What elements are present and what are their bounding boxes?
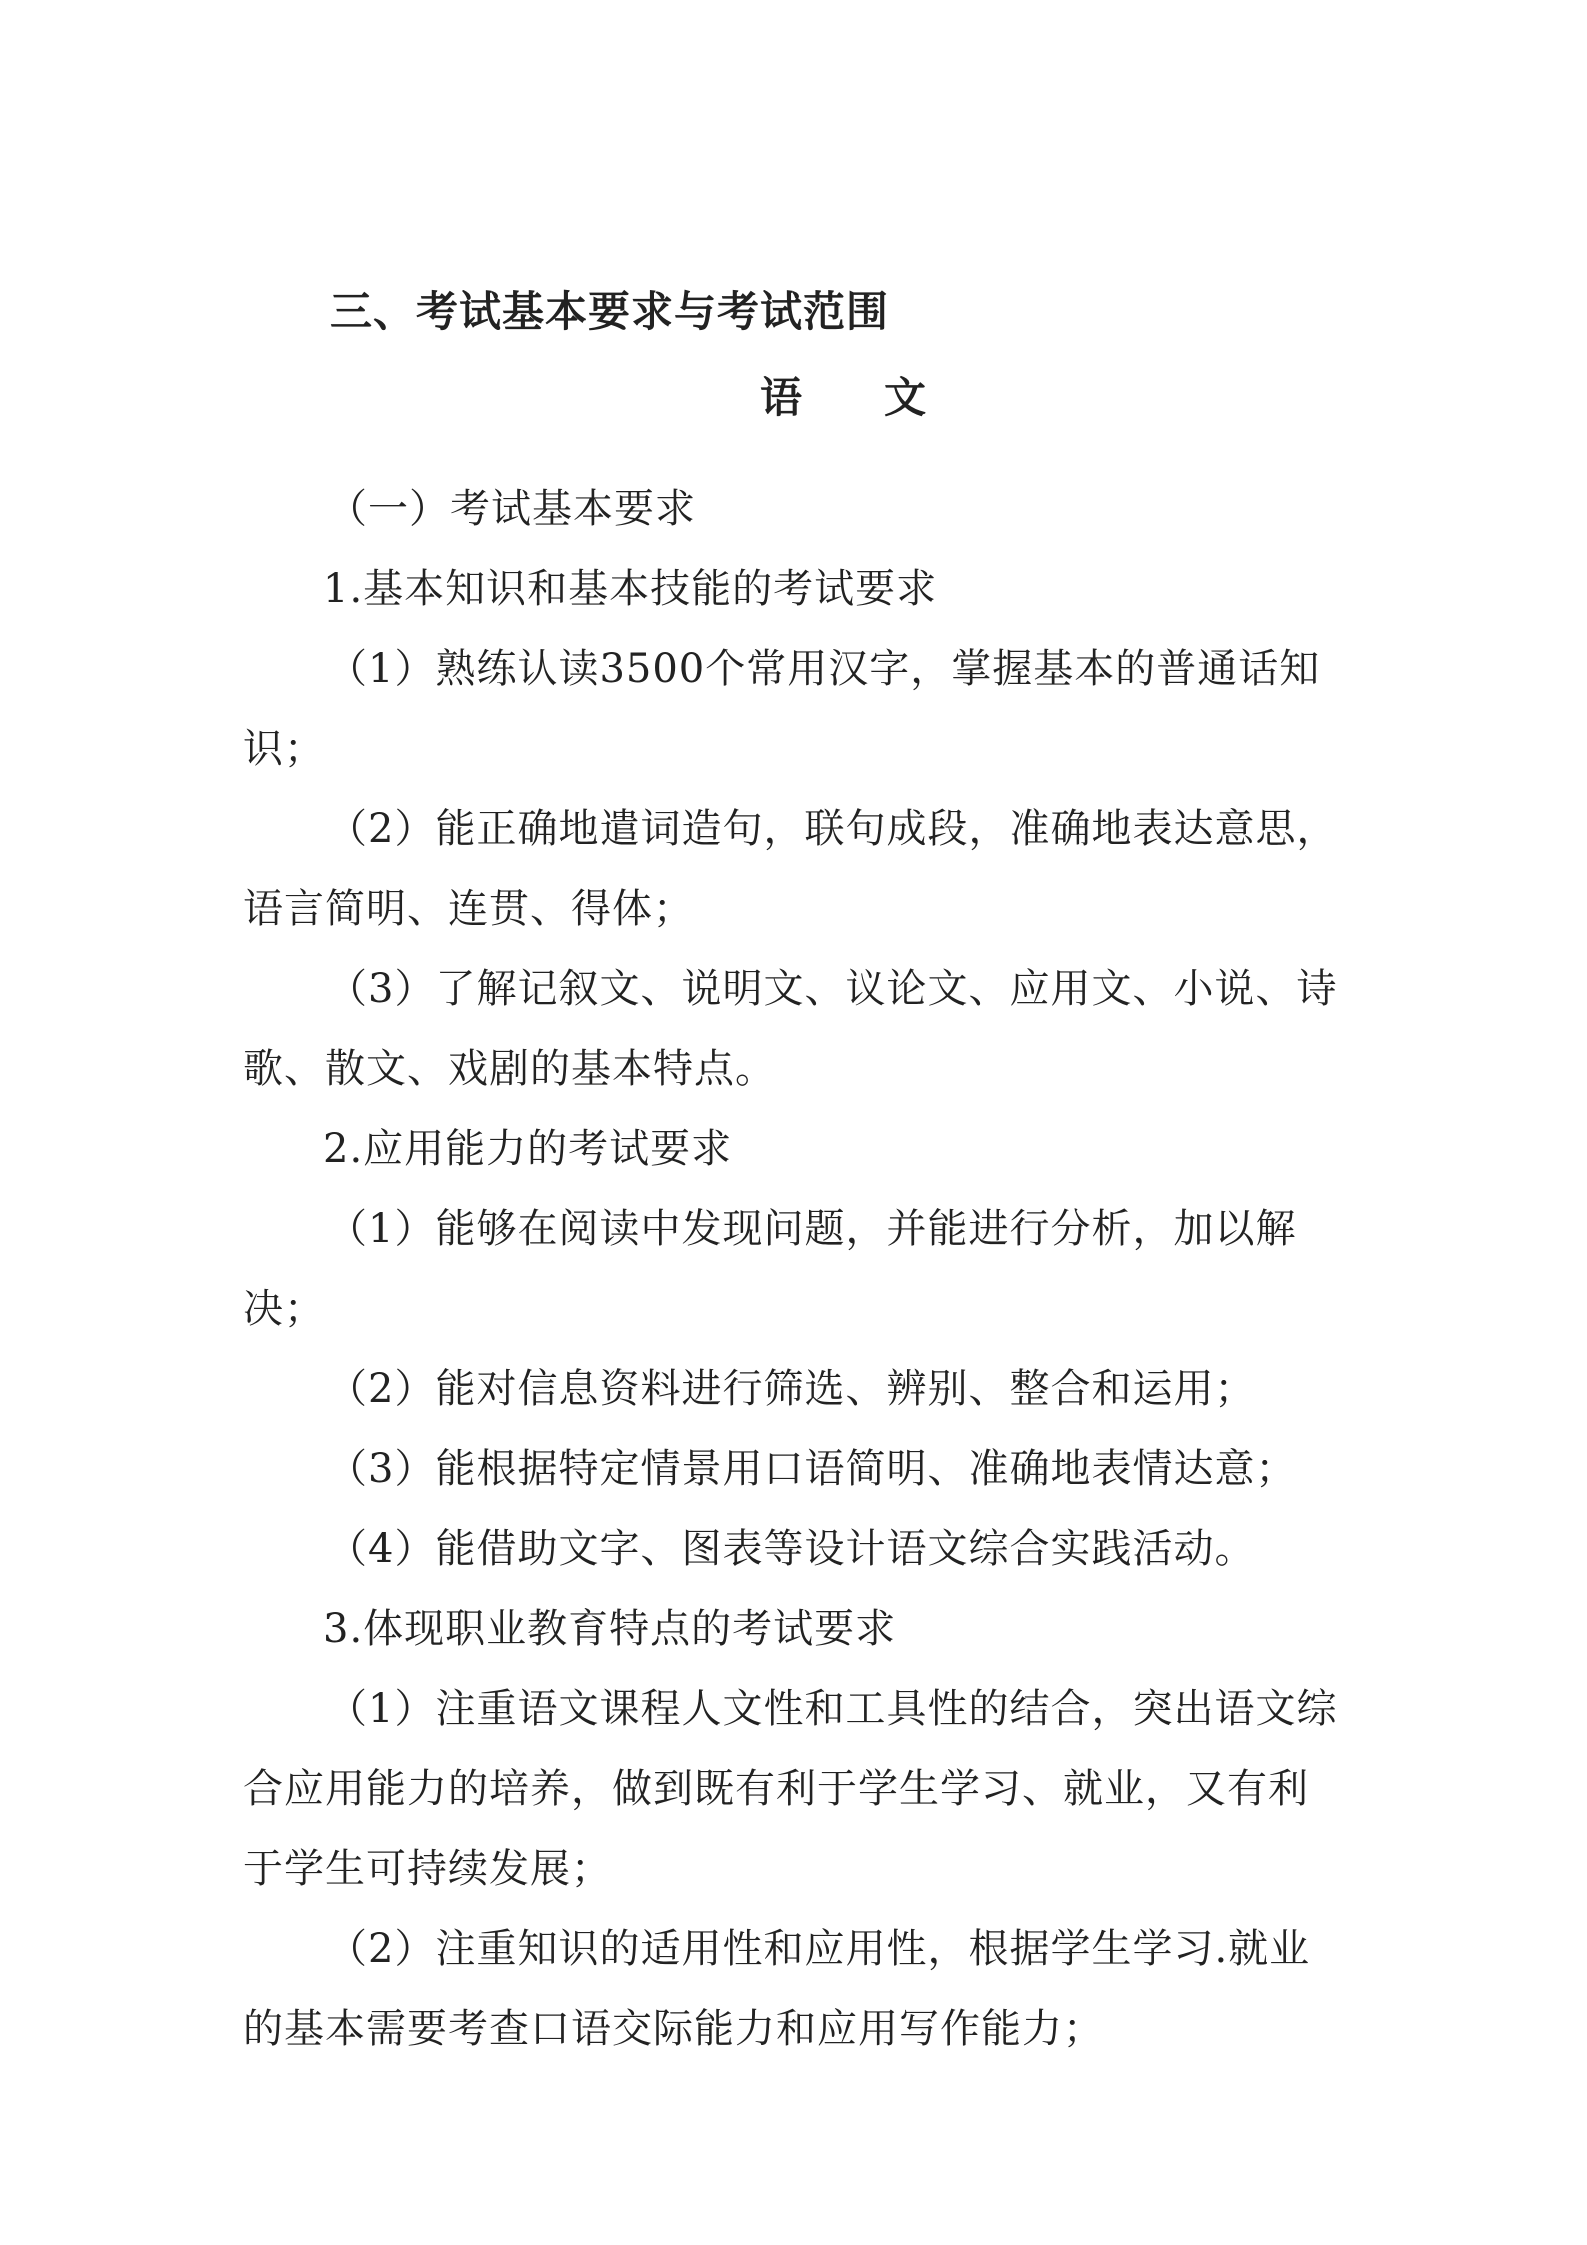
paragraph: （4）能借助文字、图表等设计语文综合实践活动。 [327, 1526, 1256, 1572]
paragraph-part-1-heading: （一）考试基本要求 [327, 486, 696, 532]
paragraph: （3）了解记叙文、说明文、议论文、应用文、小说、诗歌、散文、戏剧的基本特点。 [243, 966, 1338, 1092]
body-text [243, 469, 1343, 2069]
paragraph-item-2-heading: 2.应用能力的考试要求 [323, 1126, 733, 1172]
paragraph: （1）熟练认读3500个常用汉字，掌握基本的普通话知识； [243, 646, 1321, 772]
subject-title-char-1: 语 [760, 373, 803, 422]
paragraph: （2）能对信息资料进行筛选、辨别、整合和运用； [327, 1366, 1256, 1412]
paragraph: （3）能根据特定情景用口语简明、准确地表情达意； [327, 1446, 1297, 1492]
paragraph: （1）能够在阅读中发现问题，并能进行分析，加以解决； [243, 1206, 1297, 1332]
paragraph-item-1-heading: 1.基本知识和基本技能的考试要求 [323, 566, 938, 612]
paragraph: （2）注重知识的适用性和应用性，根据学生学习.就业的基本需要考查口语交际能力和应用写作能力； [243, 1926, 1311, 2052]
subject-title [760, 368, 926, 428]
section-heading: 三、考试基本要求与考试范围 [330, 287, 890, 336]
paragraph-item-3-heading: 3.体现职业教育特点的考试要求 [323, 1606, 897, 1652]
subject-title-char-2: 文 [884, 373, 927, 422]
paragraph: （2）能正确地遣词造句，联句成段，准确地表达意思，语言简明、连贯、得体； [243, 806, 1338, 932]
paragraph: （1）注重语文课程人文性和工具性的结合，突出语文综合应用能力的培养，做到既有利于学生学习、就业，又有利于学生可持续发展； [243, 1686, 1338, 1892]
